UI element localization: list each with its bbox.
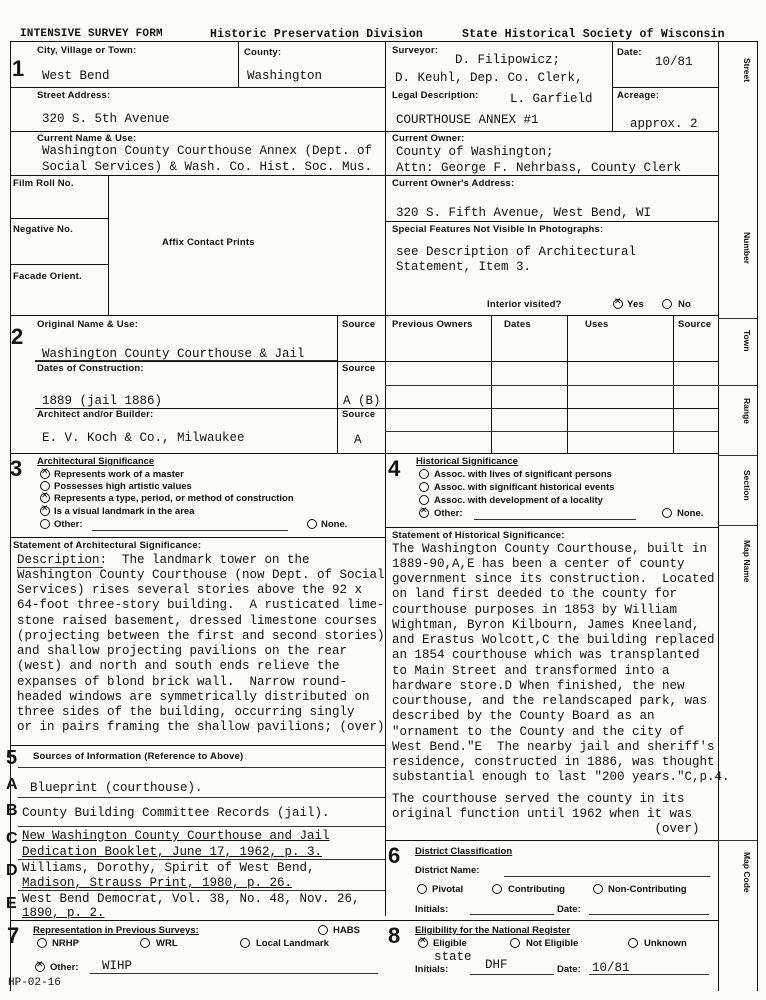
sources-title: Sources of Information (Reference to Above) [33,751,244,762]
divider [108,175,109,315]
section-line [10,315,718,316]
street-value: 320 S. 5th Avenue [42,112,170,126]
source-c-1: New Washington County Courthouse and Jail [22,829,330,843]
arch-check-1[interactable] [40,469,50,479]
row-line [18,826,385,827]
state-note: state [434,950,472,964]
unknown-label: Unknown [644,938,687,949]
architect-source: A [354,433,362,447]
source-label: Source [342,409,376,420]
grid-line [567,315,568,453]
current-name-label: Current Name & Use: [37,133,137,144]
elig-initials-value: DHF [485,958,508,972]
current-name-1: Washington County Courthouse Annex (Dept. of [42,144,373,158]
contributing-radio[interactable] [492,884,502,894]
hist-line: hardware store.D When finished, the new [392,679,685,693]
other-survey-radio[interactable] [35,962,45,972]
hist-line: (over) [392,822,700,836]
section-number-1: 1 [12,56,25,81]
hist-item-1: Assoc. with lives of significant persons [434,469,612,480]
form-code: HP-02-16 [8,977,61,989]
side-label-town: Town [742,330,752,352]
row-line [10,87,385,88]
arch-check-4[interactable] [40,506,50,516]
source-label: Source [342,319,376,330]
frame-top [10,41,757,42]
hist-line: courthouse, and the relandscaped park, was [392,694,708,708]
arch-line: Washington County Courthouse (now Dept. of Social [17,568,385,582]
interior-label: Interior visited? [487,299,562,310]
arch-item-2: Possesses high artistic values [54,481,192,492]
legal-label: Legal Description: [392,90,479,101]
source-letter-b: B [6,802,18,819]
row-line [10,537,385,538]
yes-radio[interactable] [613,299,623,309]
hist-none-radio[interactable] [662,508,672,518]
surveyor-label: Surveyor: [392,45,439,56]
fill-line [589,974,709,975]
surveyor-value-1: D. Filipowicz; [455,53,561,67]
source-c-2: Dedication Booklet, June 17, 1962, p. 3. [22,845,323,859]
wrl-radio[interactable] [140,938,150,948]
arch-line: stone raised basement, dressed limestone courses [17,614,378,628]
dates-source: A (B) [343,394,381,408]
habs-label: HABS [333,925,360,936]
owner-address: 320 S. Fifth Avenue, West Bend, WI [396,206,652,220]
section-line [10,453,718,454]
arch-statement-label: Statement of Architectural Significance: [13,540,202,551]
hist-line: an 1854 courthouse which was transplanted [392,648,700,662]
prev-uses-label: Uses [585,319,609,330]
row-line [18,767,385,768]
hist-line: described by the County Board as an [392,709,655,723]
center-divider [385,41,386,916]
side-label-section: Section [742,470,752,501]
district-initials-label: Initials: [415,904,449,915]
arch-item-4: Is a visual landmark in the area [54,506,195,517]
row-line [18,859,385,860]
hist-line: substantial enough to last "200 years."C,p.4. [392,770,730,784]
surveyor-value-2: D. Keuhl, Dep. Co. Clerk, [395,71,583,85]
no-label: No [678,299,692,310]
society-title: State Historical Society of Wisconsin [462,28,725,41]
architect-value: E. V. Koch & Co., Milwaukee [42,431,245,445]
hist-statement-label: Statement of Historical Significance: [392,530,565,541]
dates-value: 1889 (jail 1886) [42,394,163,408]
special-1: see Description of Architectural [396,245,637,259]
city-value: West Bend [42,69,110,83]
hist-check-other[interactable] [419,508,429,518]
eligible-radio[interactable] [418,938,428,948]
row-line [10,218,108,219]
non-contributing-radio[interactable] [593,884,603,894]
hist-line: and Erastus Wolcott,C the building replaced [392,633,715,647]
pivotal-label: Pivotal [432,884,464,895]
source-d-2: Madison, Strauss Print, 1980, p. 26. [22,876,293,890]
side-divider [718,525,757,526]
current-name-2: Social Services) & Wash. Co. Hist. Soc. Mus. [42,160,373,174]
prev-owners-label: Previous Owners [392,319,473,330]
hist-sig-title: Historical Significance [416,456,518,467]
acreage-label: Acreage: [617,90,660,101]
special-label: Special Features Not Visible In Photographs: [392,224,604,235]
surveyor-value-3: L. Garfield [510,92,593,106]
no-radio[interactable] [662,299,672,309]
county-value: Washington [247,69,323,83]
section-number-3: 3 [10,456,23,481]
affix-label: Affix Contact Prints [162,237,255,248]
owner-1: County of Washington; [396,145,554,159]
other-survey-label: Other: [50,962,79,973]
section-number-8: 8 [388,923,401,948]
hist-line: The Washington County Courthouse, built in [392,542,708,556]
pivotal-radio[interactable] [417,884,427,894]
county-label: County: [244,47,282,58]
arch-item-3: Represents a type, period, or method of construction [54,493,294,504]
arch-check-other[interactable] [40,519,50,529]
hist-line: The courthouse served the county in its [392,792,685,806]
source-e-1: West Bend Democrat, Vol. 38, No. 48, Nov. 26, [22,892,360,906]
row-line [18,890,385,891]
form-title: INTENSIVE SURVEY FORM [20,28,163,40]
hist-item-3: Assoc. with development of a locality [434,495,603,506]
city-label: City, Village or Town: [37,45,137,56]
local-landmark-radio[interactable] [240,938,250,948]
surveys-title: Representation in Previous Surveys: [33,925,199,936]
hist-check-2[interactable] [419,482,429,492]
facade-label: Facade Orient. [13,271,82,282]
section-line [385,840,718,841]
grid-line [385,385,718,386]
arch-line: expanses of blond brick wall. Narrow round- [17,675,348,689]
arch-item-other: Other: [54,519,83,530]
hist-line: original function until 1962 when it was [392,807,693,821]
arch-line: (projecting between the first and second stories) [17,629,385,643]
side-label-map-code: Map Code [742,852,752,893]
side-divider [718,840,757,841]
architect-label: Architect and/or Builder: [37,409,154,420]
arch-line: Services) rises several stories above the 92 x [17,583,363,597]
row-line [35,361,718,362]
side-label-number: Number [742,232,752,265]
source-e-2: 1890, p. 2. [22,906,105,920]
arch-line: or in pairs framing the shallow pavilions; (over) [17,720,385,734]
section-number-6: 6 [388,843,401,868]
divider [337,315,338,453]
side-label-map-name: Map Name [742,540,752,583]
side-label-range: Range [742,398,752,424]
not-eligible-label: Not Eligible [526,938,579,949]
arch-item-1: Represents work of a master [54,469,184,480]
row-line [385,221,718,222]
row-line [10,264,108,265]
arch-line: and shallow projecting pavilions on the rear [17,644,348,658]
arch-line: Description: The landmark tower on the [17,553,310,567]
row-line [612,87,718,88]
prev-dates-label: Dates [504,319,531,330]
source-label: Source [342,363,376,374]
legal-value: COURTHOUSE ANNEX #1 [396,113,539,127]
source-b: County Building Committee Records (jail). [22,806,330,820]
elig-date-label: Date: [557,964,581,975]
description-underline [17,567,103,568]
frame-left [10,41,11,991]
arch-check-2[interactable] [40,481,50,491]
arch-line: headed windows are symmetrically distributed on [17,690,370,704]
row-line [10,175,718,176]
film-roll-label: Film Roll No. [13,178,74,189]
frame-right [718,41,719,991]
source-letter-a: A [6,776,18,793]
hist-line: government since its construction. Located [392,572,715,586]
eligibility-title: Eligibility for the National Register [415,925,571,936]
side-label-street: Street [742,58,752,83]
section-number-4: 4 [388,456,401,481]
hist-line: West Bend."E The nearby jail and sheriff's [392,740,715,754]
fill-line [589,914,709,915]
section-number-7: 7 [7,923,20,948]
wrl-label: WRL [156,938,178,949]
side-divider [718,385,757,386]
frame-edge [757,41,758,991]
negative-label: Negative No. [13,224,73,235]
hist-line: residence, constructed in 1886, was thought [392,755,715,769]
original-label: Original Name & Use: [37,319,139,330]
hist-item-other: Other: [434,508,463,519]
eligible-label: Eligible [433,938,467,949]
owner-2: Attn: George F. Nehrbass, County Clerk [396,161,682,175]
fill-line [470,974,554,975]
divider [238,41,239,87]
section-number-2: 2 [11,324,24,349]
hist-none-label: None. [677,508,704,519]
source-a: Blueprint (courthouse). [30,781,203,795]
grid-line [491,315,492,453]
prev-source-label: Source [678,319,712,330]
not-eligible-radio[interactable] [510,938,520,948]
side-divider [718,455,757,456]
source-letter-d: D [6,862,18,879]
non-contributing-label: Non-Contributing [608,884,687,895]
grid-line [673,315,674,453]
habs-radio[interactable] [318,925,328,935]
yes-label: Yes [627,299,644,310]
row-line [18,797,385,798]
elig-initials-label: Initials: [415,964,449,975]
fill-line [470,914,554,915]
dates-label: Dates of Construction: [37,363,144,374]
original-value: Washington County Courthouse & Jail [42,347,305,361]
source-letter-e: E [6,895,17,912]
hist-line: on land first deeded to the county for [392,587,678,601]
hist-line: Wightman, Byron Kilbourn, James Kneeland, [392,618,700,632]
owner-address-label: Current Owner's Address: [392,178,515,189]
hist-line: 1889-90,A,E has been a center of county [392,557,685,571]
nrhp-label: NRHP [52,938,79,949]
grid-line [385,431,718,432]
other-survey-value: WIHP [102,959,133,973]
division-title: Historic Preservation Division [210,28,424,41]
hist-line: courthouse purposes in 1853 by William [392,603,678,617]
hist-line: to Main Street and transformed into a [392,664,670,678]
arch-none-label: None. [321,519,348,530]
arch-sig-title: Architectural Significance [37,456,155,467]
section-number-5: 5 [6,747,18,769]
divider [612,41,613,131]
hist-item-2: Assoc. with significant historical events [434,482,615,493]
contributing-label: Contributing [508,884,565,895]
owner-label: Current Owner: [392,133,465,144]
arch-line: (west) and north and south ends relieve the [17,659,340,673]
elig-date-value: 10/81 [592,961,630,975]
source-d-1: Williams, Dorothy, Spirit of West Bend, [22,861,315,875]
arch-line: three sides of the building, occurring singly [17,705,355,719]
side-divider [718,318,757,319]
street-label: Street Address: [37,90,111,101]
other-fill-line [474,519,636,520]
arch-line: 64-foot three-story building. A rusticated lime- [17,598,385,612]
source-letter-c: C [6,830,18,847]
hist-line: "ornament to the County and the city of [392,725,685,739]
arch-check-3[interactable] [40,493,50,503]
district-name-label: District Name: [415,865,480,876]
unknown-radio[interactable] [628,938,638,948]
hist-check-3[interactable] [419,495,429,505]
district-date-label: Date: [557,904,581,915]
special-2: Statement, Item 3. [396,260,532,274]
district-title: District Classification [415,846,513,857]
row-line [385,527,718,528]
section-line [10,920,718,921]
nrhp-radio[interactable] [37,938,47,948]
other-fill-line [92,530,288,531]
row-line [10,131,718,132]
date-label: Date: [617,47,642,58]
fill-line [90,973,378,974]
date-value: 10/81 [655,55,693,69]
local-landmark-label: Local Landmark [256,938,329,949]
section-line [10,745,385,746]
arch-none-radio[interactable] [307,519,317,529]
hist-check-1[interactable] [419,469,429,479]
acreage-value: approx. 2 [630,117,698,131]
fill-line [504,876,710,877]
